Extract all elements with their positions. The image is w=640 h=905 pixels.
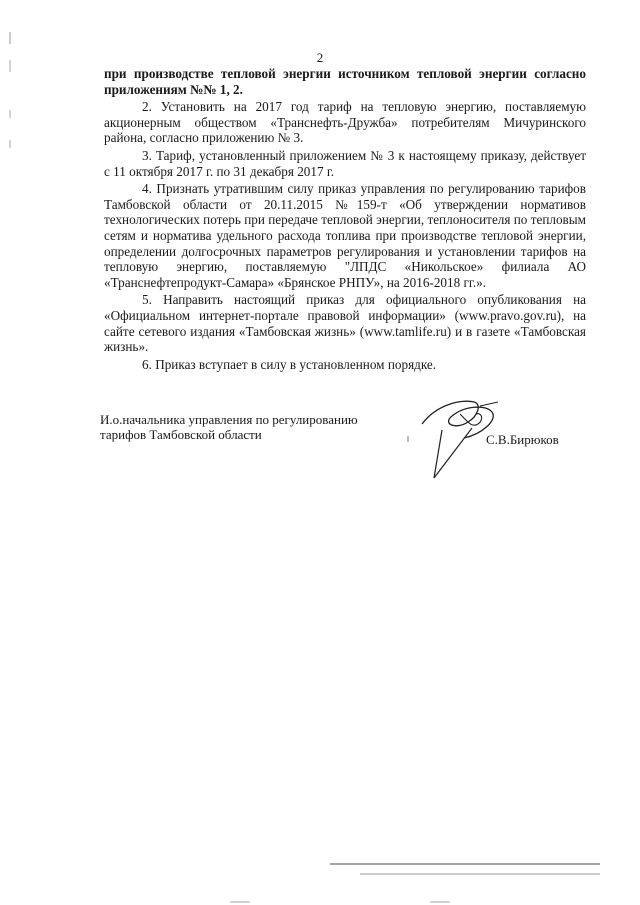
paragraph-item-3: 3. Тариф, установленный приложением № 3 к настоящему приказу, действует с 11 октября 2017 г. по 31 декабря 2017 г. — [104, 147, 586, 179]
signature-block — [100, 412, 586, 482]
signer-name: С.В.Бирюков — [486, 432, 559, 447]
paragraph-item-2: 2. Установить на 2017 год тариф на тепловую энергию, поставляемую акционерным обществом «Транснефть-Дружба» потребителям Мичуринского района, согласно приложению № 3. — [104, 99, 586, 146]
paragraph-continuation: при производстве тепловой энергии источником тепловой энергии согласно приложениям №№ 1, 2. — [104, 66, 586, 97]
document-body — [104, 66, 586, 374]
signer-title: И.о.начальника управления по регулированию тарифов Тамбовской области — [100, 412, 358, 442]
paragraph-item-5: 5. Направить настоящий приказ для официального опубликования на «Официальном интернет-портале правовой информации» (www.pravo.gov.ru), на сайте сетевого издания «Тамбовская жизнь» (www.tamlife.ru) и в газете «Тамбовская жизнь». — [104, 292, 586, 355]
paragraph-item-4: 4. Признать утратившим силу приказ управления по регулированию тарифов Тамбовской области от 20.11.2015 №159-т «Об утверждении нормативов технологических потерь при передаче тепловой энергии, теплоносителя по тепловым сетям и норматива удельного расхода топлива при производстве тепловой энергии, определении долгосрочных параметров регулирования и установлении тарифов на тепловую энергию, поставляемую "ЛПДС «Никольское» филиала АО «Транснефтепродукт-Самара» «Брянское РНПУ», на 2016-2018 гг.». — [104, 181, 586, 290]
scan-dot-marks — [400, 430, 440, 450]
scan-bottom-lines — [0, 860, 640, 905]
scan-edge-marks-left — [0, 0, 20, 905]
paragraph-item-6: 6. Приказ вступает в силу в установленном порядке. — [142, 356, 437, 372]
page-number: 2 — [316, 50, 324, 65]
